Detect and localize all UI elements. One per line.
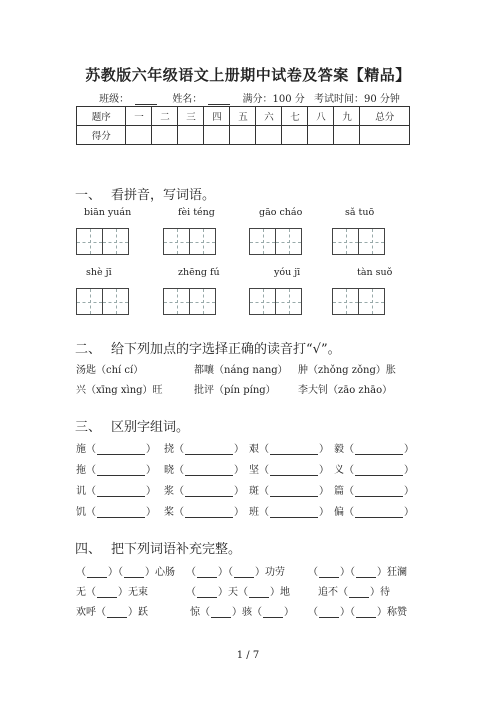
compare-item: 艰（ ）	[249, 444, 329, 455]
name-label: 姓名：	[169, 94, 233, 105]
score-cell[interactable]	[360, 126, 410, 145]
answer-blank[interactable]	[349, 588, 369, 598]
reading-item: 兴（xīng xìng）旺	[76, 385, 163, 396]
compare-item: 篇（ ）	[334, 486, 414, 497]
score-cell[interactable]	[230, 126, 256, 145]
answer-blank[interactable]	[355, 487, 403, 497]
score-header-cell: 题序	[77, 107, 126, 126]
score-cell[interactable]	[126, 126, 152, 145]
idiom-item: （ ）（ ）狂澜	[308, 567, 407, 578]
answer-blank[interactable]	[197, 588, 217, 598]
answer-blank[interactable]	[124, 568, 144, 578]
score-cell[interactable]	[204, 126, 230, 145]
answer-blank[interactable]	[270, 466, 318, 476]
answer-blank[interactable]	[97, 588, 117, 598]
page-title: 苏教版六年级语文上册期中试卷及答案【精品】	[85, 66, 411, 84]
answer-blank[interactable]	[355, 466, 403, 476]
score-header-cell: 五	[230, 107, 256, 126]
reading-item: 批评（pín píng）	[194, 385, 276, 396]
time-label: 考试时间：90 分钟	[313, 94, 400, 105]
page-number: 1 / 7	[236, 650, 260, 661]
compare-item: 拖（ ）	[76, 465, 156, 476]
score-cell[interactable]	[334, 126, 360, 145]
compare-item: 晓（ ）	[164, 465, 244, 476]
score-header-row	[77, 107, 410, 126]
answer-blank[interactable]	[234, 568, 254, 578]
answer-blank[interactable]	[270, 487, 318, 497]
score-cell[interactable]	[282, 126, 308, 145]
idiom-item: 无（ ）无束	[76, 587, 148, 598]
idiom-item: （ ）（ ）称赞	[308, 607, 407, 618]
pinyin: zhēng fú	[178, 267, 220, 278]
score-cell[interactable]	[178, 126, 204, 145]
exam-info	[0, 90, 496, 105]
answer-blank[interactable]	[185, 445, 233, 455]
name-blank[interactable]	[208, 95, 230, 105]
answer-blank[interactable]	[197, 568, 217, 578]
compare-item: 坚（ ）	[249, 465, 329, 476]
compare-item: 偏（ ）	[334, 507, 414, 518]
pinyin: biān yuán	[84, 207, 132, 218]
compare-item: 施（ ）	[76, 444, 156, 455]
pinyin: shè jī	[86, 267, 112, 278]
section-3-heading: 三、 区别字组词。	[75, 420, 190, 435]
score-header-cell: 总分	[360, 107, 410, 126]
section-2-heading: 二、 给下列加点的字选择正确的读音打“√”。	[75, 342, 341, 357]
answer-blank[interactable]	[356, 608, 376, 618]
compare-item: 饥（ ）	[76, 507, 156, 518]
score-header-cell: 三	[178, 107, 204, 126]
score-cell[interactable]	[256, 126, 282, 145]
pinyin: fèi téng	[178, 207, 215, 218]
answer-blank[interactable]	[185, 508, 233, 518]
answer-blank[interactable]	[355, 445, 403, 455]
score-header-cell: 七	[282, 107, 308, 126]
reading-item: 李大钊（zāo zhāo）	[298, 385, 393, 396]
compare-item: 班（ ）	[249, 507, 329, 518]
section-4-heading: 四、 把下列词语补充完整。	[75, 542, 242, 557]
answer-blank[interactable]	[356, 568, 376, 578]
compare-item: 桨（ ）	[164, 507, 244, 518]
compare-item: 斑（ ）	[249, 486, 329, 497]
idiom-item: 惊（ ）骇（ ）	[190, 607, 294, 618]
section-1-heading: 一、 看拼音，写词语。	[75, 188, 216, 203]
answer-blank[interactable]	[211, 608, 231, 618]
answer-blank[interactable]	[185, 487, 233, 497]
idiom-item: 欢呼（ ）跃	[76, 607, 148, 618]
score-header-cell: 二	[152, 107, 178, 126]
pinyin: gāo cháo	[259, 207, 303, 218]
compare-item: 讥（ ）	[76, 486, 156, 497]
score-cell[interactable]	[152, 126, 178, 145]
compare-item: 挠（ ）	[164, 444, 244, 455]
answer-blank[interactable]	[97, 445, 145, 455]
answer-blank[interactable]	[97, 466, 145, 476]
answer-blank[interactable]	[319, 608, 339, 618]
score-header-cell: 六	[256, 107, 282, 126]
answer-blank[interactable]	[249, 588, 269, 598]
idiom-item: （ ）天（ ）地	[186, 587, 290, 598]
class-label: 班级：	[96, 94, 160, 105]
idiom-item: （ ）（ ）心肠	[76, 567, 175, 578]
answer-blank[interactable]	[270, 508, 318, 518]
answer-blank[interactable]	[270, 445, 318, 455]
answer-blank[interactable]	[107, 608, 127, 618]
score-header-cell: 九	[334, 107, 360, 126]
answer-blank[interactable]	[263, 608, 283, 618]
compare-item: 浆（ ）	[164, 486, 244, 497]
score-header-cell: 一	[126, 107, 152, 126]
answer-blank[interactable]	[97, 508, 145, 518]
idiom-item: （ ）（ ）功劳	[186, 567, 285, 578]
answer-blank[interactable]	[355, 508, 403, 518]
score-table	[76, 106, 410, 145]
score-header-cell: 四	[204, 107, 230, 126]
reading-item: 都嚷（náng nang）	[194, 365, 288, 376]
score-cell[interactable]	[308, 126, 334, 145]
score-header-cell: 八	[308, 107, 334, 126]
score-row-label: 得分	[77, 126, 126, 145]
compare-item: 义（ ）	[334, 465, 414, 476]
score-label: 满分：100 分	[242, 94, 305, 105]
pinyin: sǎ tuō	[345, 207, 375, 218]
reading-item: 汤匙（chí cí）	[76, 365, 144, 376]
answer-blank[interactable]	[87, 568, 107, 578]
pinyin: tàn suǒ	[357, 267, 393, 278]
pinyin: yóu jī	[274, 267, 301, 278]
answer-blank[interactable]	[185, 466, 233, 476]
idiom-item: 追不（ ）待	[318, 587, 390, 598]
reading-item: 肿（zhǒng zǒng）胀	[298, 365, 396, 376]
answer-blank[interactable]	[319, 568, 339, 578]
compare-item: 毅（ ）	[334, 444, 414, 455]
class-blank[interactable]	[135, 95, 157, 105]
score-value-row	[77, 126, 410, 145]
answer-blank[interactable]	[97, 487, 145, 497]
